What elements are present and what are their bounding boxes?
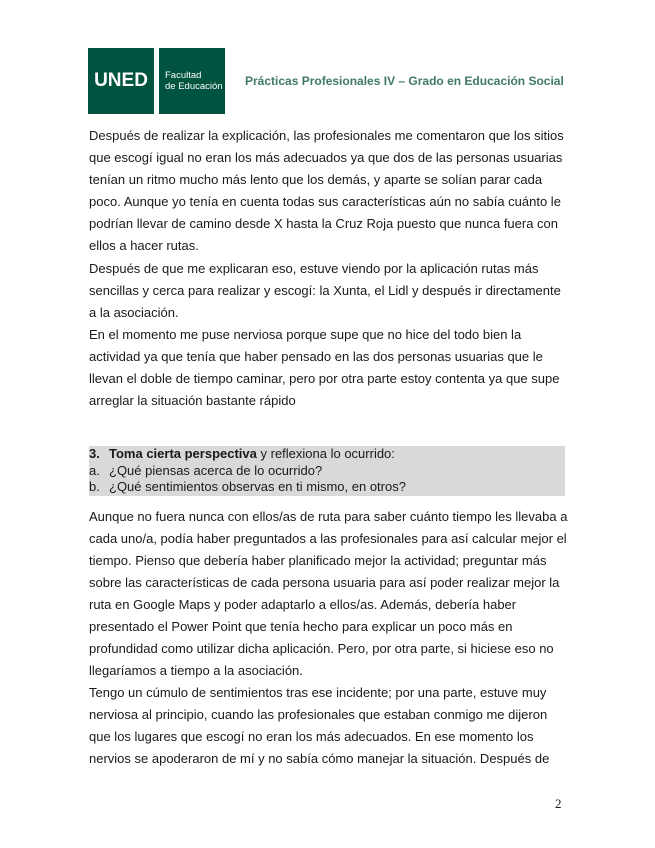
- question-item-b-label: b.: [89, 479, 100, 494]
- question-item-b-text: ¿Qué sentimientos observas en ti mismo, en otros?: [109, 479, 406, 494]
- faculty-logo-line1: Facultad: [165, 70, 202, 81]
- question-title-bold: Toma cierta perspectiva: [109, 446, 257, 461]
- question-item-a-text: ¿Qué piensas acerca de lo ocurrido?: [109, 462, 323, 478]
- question-box: [89, 446, 565, 496]
- question-item-a-label: a.: [89, 462, 100, 478]
- question-number: 3.: [89, 446, 100, 461]
- question-title-rest: y reflexiona lo ocurrido:: [256, 446, 395, 461]
- page-number: 2: [555, 796, 562, 811]
- paragraph-1: Después de realizar la explicación, las profesionales me comentaron que los sitios que escogí igual no eran los más adecuados ya que dos de las personas usuarias tenían un ritmo mucho más lento que los demás, y aparte se solían parar cada poco. Aunque yo tenía en cuenta todas sus características aún no sabía cuánto le podrían llevar de camino desde X hasta la Cruz Roja puesto que nunca fuera con ellos a hacer rutas.: [89, 128, 564, 253]
- question-item-a: [89, 463, 565, 480]
- paragraph-4: Aunque no fuera nunca con ellos/as de ruta para saber cuánto tiempo les llevaba a cada uno/a, podía haber preguntados a las profesionales para así calcular mejor el tiempo. Pienso que debería haber planificado mejor la actividad; preguntar más sobre las características de cada persona usuaria para así poder realizar mejor la ruta en Google Maps y poder adaptarlo a ellos/as. Además, debería haber presentado el Power Point que tenía hecho para explicar un poco más en profundidad como utilizar dicha aplicación. Pero, por otra parte, si hiciese eso no llegaríamos a tiempo a la asociación.: [89, 509, 568, 678]
- faculty-logo: [159, 48, 225, 114]
- question-item-b: [89, 479, 565, 496]
- uned-logo: UNED: [88, 48, 154, 114]
- header-title: Prácticas Profesionales IV – Grado en Educación Social: [245, 74, 564, 88]
- paragraph-2: Después de que me explicaran eso, estuve viendo por la aplicación rutas más sencillas y cerca para realizar y escogí: la Xunta, el Lidl y después ir directamente a la asociación.: [89, 261, 561, 320]
- page-header: [88, 48, 568, 114]
- paragraph-5: Tengo un cúmulo de sentimientos tras ese incidente; por una parte, estuve muy nerviosa al principio, cuando las profesionales que estaban conmigo me dijeron que los lugares que escogí no eran los más adecuados. En ese momento los nervios se apoderaron de mí y no sabía cómo manejar la situación. Después de: [89, 685, 550, 766]
- question-title: [89, 446, 565, 463]
- faculty-logo-line2: de Educación: [165, 81, 223, 92]
- paragraph-3: En el momento me puse nerviosa porque supe que no hice del todo bien la actividad ya que tenía que haber pensado en las dos personas usuarias que le llevan el doble de tiempo caminar, pero por otra parte estoy contenta ya que supe arreglar la situación bastante rápido: [89, 327, 560, 408]
